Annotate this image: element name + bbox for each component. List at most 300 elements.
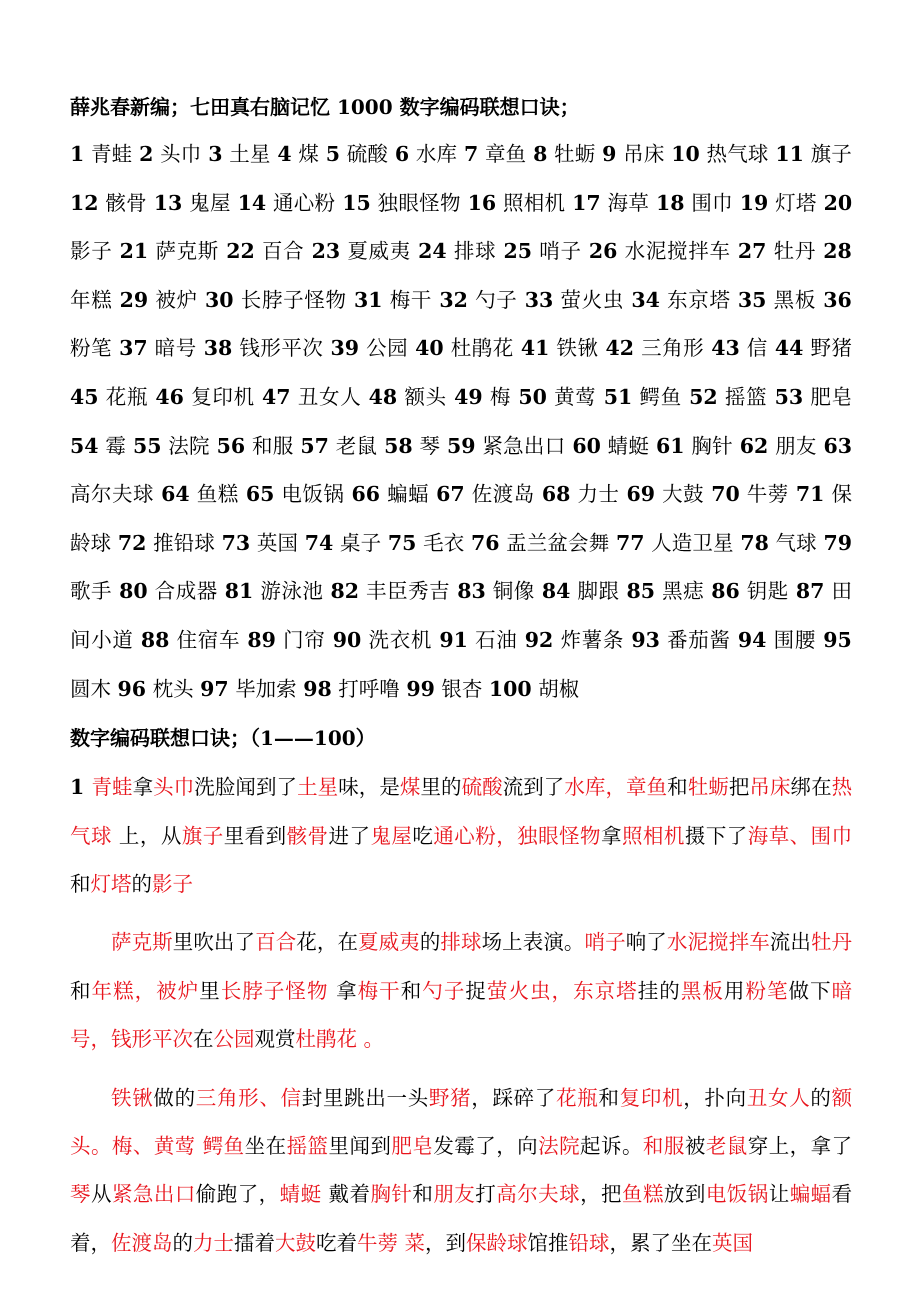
code-word: 石油 (475, 627, 518, 652)
code-entry (738, 628, 816, 652)
code-entry (305, 531, 381, 555)
code-number: 7 (463, 142, 479, 166)
code-number: 21 (119, 239, 149, 264)
code-number: 82 (330, 579, 359, 604)
code-word: 保龄球 (70, 482, 852, 555)
code-entry (740, 191, 817, 215)
code-number: 31 (353, 287, 383, 312)
story-paragraph (70, 1074, 852, 1268)
code-word: 番茄酱 (667, 627, 731, 652)
code-entry (277, 142, 319, 166)
code-word: 铁锹 (556, 336, 599, 361)
story-text: 响了 (625, 930, 667, 955)
code-number: 67 (436, 482, 465, 507)
story-text: 和 (412, 1182, 434, 1207)
keyword-highlight: 暗号，钱形平次 (70, 978, 853, 1052)
story-text: 和 (70, 871, 91, 896)
code-number: 12 (70, 190, 99, 215)
code-entry (133, 434, 210, 458)
story-text: 观赏 (254, 1027, 296, 1052)
code-entry (589, 239, 731, 263)
code-entry (395, 142, 457, 166)
code-number: 35 (737, 287, 767, 312)
code-word: 炸薯条 (560, 627, 625, 652)
story-paragraph (70, 918, 852, 1063)
code-number: 14 (237, 190, 267, 215)
code-word: 信 (746, 336, 768, 361)
code-number: 50 (518, 384, 547, 409)
code-entry (606, 336, 705, 360)
code-number: 34 (631, 287, 660, 312)
code-number: 86 (711, 579, 740, 604)
code-entry (775, 385, 852, 409)
code-number: 2 (139, 142, 154, 166)
code-entry (246, 482, 345, 506)
code-entry (118, 531, 215, 555)
code-word: 蜻蜓 (607, 433, 650, 458)
keyword-highlight: 黑板 (680, 978, 724, 1003)
code-word: 琴 (419, 433, 441, 458)
code-word: 复印机 (191, 384, 255, 409)
keyword-highlight: 丑女人 (746, 1085, 811, 1110)
keyword-highlight: 百合 (255, 930, 297, 955)
keyword-highlight: 朋友 (433, 1182, 476, 1207)
code-entry (775, 336, 852, 360)
keyword-highlight: 牡丹 (810, 930, 853, 955)
code-number: 3 (208, 142, 223, 166)
code-number: 15 (342, 190, 371, 215)
keyword-highlight: 海草、围巾 (747, 823, 853, 848)
keyword-highlight: 法院 (538, 1133, 581, 1158)
code-word: 梅 (489, 384, 512, 409)
code-entry (631, 628, 730, 652)
code-entry (525, 288, 624, 312)
story-text: 用 (723, 978, 746, 1003)
story-text: 馆推 (527, 1230, 569, 1255)
code-word: 电饭锅 (281, 482, 345, 507)
code-word: 梅干 (389, 287, 433, 312)
code-word: 牡蛎 (554, 142, 596, 166)
code-word: 鱼糕 (196, 482, 239, 507)
code-word: 高尔夫球 (70, 482, 155, 507)
keyword-highlight: 梅干 (357, 978, 401, 1003)
story-text: 坐在 (244, 1133, 287, 1158)
code-entry (542, 482, 620, 506)
code-entry (312, 239, 411, 263)
code-number: 56 (216, 433, 246, 458)
code-entry (120, 288, 198, 312)
code-entry (222, 531, 298, 555)
code-word: 蝙蝠 (387, 482, 430, 507)
keyword-highlight: 老鼠 (705, 1133, 748, 1158)
mnemonic-story (70, 763, 852, 1267)
code-number: 71 (795, 482, 825, 507)
keyword-highlight: 额头。梅、黄莺 鳄鱼 (70, 1085, 853, 1158)
code-number: 65 (245, 482, 275, 507)
keyword-highlight: 英国 (712, 1230, 754, 1255)
keyword-highlight: 影子 (152, 871, 193, 896)
code-word: 灯塔 (775, 190, 817, 215)
story-text: 拿 (601, 823, 622, 848)
keyword-highlight: 萤火虫，东京塔 (486, 978, 638, 1003)
story-text: 戴着 (321, 1182, 371, 1207)
code-number: 28 (823, 239, 852, 264)
code-entry (330, 579, 450, 603)
code-word: 杜鹃花 (450, 336, 514, 361)
code-word: 夏威夷 (347, 239, 411, 264)
code-entry (262, 385, 361, 409)
code-word: 田间小道 (70, 579, 852, 652)
code-number: 24 (418, 239, 447, 264)
code-number: 1 (70, 142, 85, 166)
story-text: 挂的 (637, 978, 681, 1003)
code-number: 91 (439, 627, 468, 652)
code-entry (627, 579, 705, 603)
code-entry (525, 628, 624, 652)
code-entry (342, 191, 461, 215)
code-word: 热气球 (706, 142, 769, 166)
code-word: 圆木 (70, 676, 111, 701)
code-word: 铜像 (492, 579, 535, 604)
code-word: 独眼怪物 (377, 190, 461, 215)
code-word: 水泥搅拌车 (624, 239, 731, 264)
code-entry (384, 434, 440, 458)
code-entry (439, 628, 517, 652)
code-word: 被炉 (155, 287, 198, 312)
code-entry (504, 239, 582, 263)
story-text: ，累了坐在 (609, 1230, 713, 1255)
code-entry (352, 482, 430, 506)
story-text: 的 (131, 871, 152, 896)
code-entry (656, 191, 733, 215)
story-paragraph (70, 763, 852, 908)
code-number: 44 (774, 336, 804, 361)
code-entry (436, 482, 535, 506)
code-entry (303, 677, 400, 701)
code-number: 98 (303, 676, 332, 701)
code-word: 海草 (607, 190, 650, 215)
keyword-highlight: 肥皂 (391, 1133, 434, 1158)
code-number: 11 (775, 142, 804, 166)
keyword-highlight: 保龄球 (466, 1230, 528, 1255)
code-word: 钥匙 (746, 579, 789, 604)
code-word: 钱形平次 (239, 336, 324, 361)
story-text: 封里跳出一头 (301, 1085, 429, 1110)
code-entry (775, 142, 851, 166)
code-entry (388, 531, 464, 555)
keyword-highlight: 勺子 (422, 978, 466, 1003)
code-entry (572, 434, 649, 458)
code-entry (205, 288, 347, 312)
code-number: 40 (415, 336, 444, 361)
code-number: 95 (823, 627, 852, 652)
keyword-highlight: 长脖子怪物 (220, 978, 329, 1003)
code-number: 97 (200, 676, 229, 701)
keyword-highlight: 硫酸 (461, 775, 503, 800)
code-number: 83 (457, 579, 486, 604)
code-entry (333, 628, 432, 652)
story-text: 吃 (412, 823, 434, 848)
story-text: 进了 (328, 823, 371, 848)
story-text: 流出 (769, 930, 811, 955)
code-entry (468, 191, 566, 215)
keyword-highlight: 灯塔 (90, 871, 132, 896)
code-entry (738, 239, 816, 263)
code-entry (154, 191, 231, 215)
code-word: 枕头 (152, 676, 194, 701)
code-word: 骸骨 (105, 190, 147, 215)
code-entry (454, 385, 511, 409)
story-text: 里的 (420, 775, 462, 800)
code-word: 和服 (252, 433, 294, 458)
story-text: 做下 (788, 978, 832, 1003)
code-number: 94 (737, 627, 767, 652)
code-number: 51 (603, 384, 633, 409)
code-word: 脚跟 (577, 579, 620, 604)
code-entry (70, 191, 147, 215)
keyword-highlight: 铅球 (568, 1230, 610, 1255)
code-number: 85 (626, 579, 656, 604)
code-word: 围巾 (691, 190, 733, 215)
code-word: 佐渡岛 (471, 482, 535, 507)
story-text: 捉 (465, 978, 487, 1003)
code-entry (139, 142, 201, 166)
code-word: 章鱼 (484, 142, 527, 166)
keyword-highlight: 杜鹃花 。 (295, 1027, 385, 1052)
code-word: 吊床 (623, 142, 665, 166)
code-entry (542, 579, 620, 603)
story-text: 穿上，拿了 (747, 1133, 853, 1158)
code-number: 63 (823, 433, 852, 458)
code-word: 丰臣秀吉 (366, 579, 451, 604)
keyword-highlight: 佐渡岛 (111, 1230, 173, 1255)
keyword-highlight: 胸针 (370, 1182, 413, 1207)
code-word: 合成器 (154, 579, 218, 604)
story-text: 里闻到 (328, 1133, 392, 1158)
story-text: 吃着 (316, 1230, 357, 1255)
code-number: 43 (711, 336, 740, 361)
code-entry (711, 579, 789, 603)
code-word: 勺子 (475, 287, 518, 312)
keyword-highlight: 鱼糕 (622, 1182, 664, 1207)
code-entry (208, 142, 270, 166)
code-word: 肥皂 (810, 384, 853, 409)
code-entry (447, 434, 565, 458)
code-word: 法院 (168, 433, 210, 458)
keyword-highlight: 照相机 (621, 823, 685, 848)
keyword-highlight: 电饭锅 (705, 1182, 769, 1207)
code-number: 6 (394, 142, 410, 166)
code-entry (118, 677, 194, 701)
code-entry (711, 482, 789, 506)
code-word: 花瓶 (105, 384, 149, 409)
code-word: 萤火虫 (560, 287, 625, 312)
code-number: 62 (739, 433, 769, 458)
code-word: 毛衣 (423, 530, 465, 555)
code-word: 紧急出口 (482, 433, 566, 458)
code-number: 38 (203, 336, 233, 361)
code-number: 32 (439, 287, 468, 312)
code-number: 37 (119, 336, 148, 361)
story-text: 里看到 (223, 823, 287, 848)
code-number: 49 (454, 384, 483, 409)
code-entry (602, 142, 664, 166)
keyword-highlight: 夏威夷 (358, 930, 420, 955)
code-number: 57 (300, 433, 329, 458)
code-word: 游泳池 (260, 579, 324, 604)
code-word: 煤 (298, 142, 320, 166)
code-word: 歌手 (70, 579, 113, 604)
code-word: 人造卫星 (651, 530, 734, 555)
code-entry (226, 239, 304, 263)
story-text: 流到了 (502, 775, 565, 800)
code-word: 黑痣 (662, 579, 705, 604)
code-word: 影子 (70, 239, 113, 264)
code-number: 80 (119, 579, 148, 604)
code-word: 三角形 (641, 336, 705, 361)
code-word: 青蛙 (90, 142, 133, 166)
code-word: 牛蒡 (746, 482, 789, 507)
code-word: 摇篮 (724, 384, 768, 409)
story-text: 摄下了 (684, 823, 748, 848)
code-number: 13 (153, 190, 183, 215)
code-number: 27 (737, 239, 767, 264)
code-number: 16 (467, 190, 497, 215)
story-text: 打 (475, 1182, 497, 1207)
code-word: 霉 (105, 433, 127, 458)
code-number: 19 (739, 190, 769, 215)
story-text: 和 (667, 775, 688, 800)
code-entry (200, 677, 297, 701)
code-entry (119, 579, 218, 603)
keyword-highlight: 高尔夫球 (496, 1182, 581, 1207)
keyword-highlight: 水库，章鱼 (564, 775, 668, 800)
code-word: 鳄鱼 (639, 384, 682, 409)
code-number: 47 (262, 384, 291, 409)
code-number: 8 (533, 142, 548, 166)
code-number: 48 (368, 384, 398, 409)
code-entry (616, 531, 734, 555)
keyword-highlight: 铁锹 (111, 1085, 154, 1110)
keyword-highlight: 公园 (213, 1027, 255, 1052)
code-number: 55 (132, 433, 162, 458)
keyword-highlight: 哨子 (584, 930, 626, 955)
code-number: 42 (605, 336, 635, 361)
keyword-highlight: 琴 (70, 1182, 91, 1207)
code-number: 29 (119, 287, 149, 312)
story-text: 偷跑了， (195, 1182, 280, 1207)
section-title: 数字编码联想口诀；（1——100） (70, 726, 376, 751)
code-entry (464, 142, 526, 166)
code-number: 53 (774, 384, 804, 409)
code-number: 61 (656, 433, 685, 458)
code-entry (70, 142, 132, 166)
code-word: 力士 (577, 482, 620, 507)
code-number: 17 (572, 190, 601, 215)
keyword-highlight: 头巾 (153, 775, 195, 800)
code-entry (572, 191, 649, 215)
code-entry (631, 288, 730, 312)
code-number: 58 (384, 433, 413, 458)
code-number: 46 (155, 384, 184, 409)
code-number: 41 (520, 336, 550, 361)
story-text: 把 (728, 775, 750, 800)
code-word: 气球 (775, 530, 817, 555)
keyword-highlight: 排球 (440, 930, 482, 955)
keyword-highlight: 年糕，被炉 (91, 978, 200, 1003)
code-word: 英国 (256, 530, 299, 555)
code-number: 60 (572, 433, 601, 458)
keyword-highlight: 骸骨 (286, 823, 329, 848)
code-entry (155, 385, 254, 409)
code-number: 99 (406, 676, 435, 701)
story-text: 在 (193, 1027, 214, 1052)
code-word: 照相机 (502, 190, 566, 215)
code-number: 26 (588, 239, 618, 264)
code-number: 88 (140, 627, 170, 652)
keyword-highlight: 热气球 (70, 775, 853, 848)
code-entry (326, 142, 388, 166)
code-entry (247, 628, 325, 652)
code-number: 76 (470, 530, 500, 555)
code-entry (415, 336, 514, 360)
code-entry (300, 434, 377, 458)
code-entry (740, 531, 816, 555)
code-number: 59 (447, 433, 476, 458)
keyword-highlight: 吊床 (749, 775, 791, 800)
code-word: 银杏 (441, 676, 483, 701)
keyword-highlight: 牡蛎 (687, 775, 729, 800)
code-word: 胸针 (691, 433, 733, 458)
code-entry (740, 434, 817, 458)
keyword-highlight: 旗子 (181, 823, 224, 848)
story-text: 场上表演。 (481, 930, 585, 955)
code-entry (141, 628, 240, 652)
code-word: 粉笔 (70, 336, 113, 361)
code-word: 黑板 (773, 287, 817, 312)
code-entry (217, 434, 294, 458)
story-text: 放到 (663, 1182, 706, 1207)
keyword-highlight: 水泥搅拌车 (666, 930, 770, 955)
code-number: 69 (626, 482, 656, 507)
code-number: 30 (205, 287, 234, 312)
keyword-highlight: 土星 (297, 775, 339, 800)
code-entry (518, 385, 596, 409)
code-entry (604, 385, 682, 409)
code-number: 9 (602, 142, 617, 166)
code-word: 门帘 (283, 627, 326, 652)
code-word: 水库 (415, 142, 458, 166)
story-text: 洗脸闻到了 (194, 775, 298, 800)
code-word: 长脖子怪物 (240, 287, 347, 312)
story-text: 的 (419, 930, 441, 955)
code-word: 萨克斯 (155, 239, 219, 264)
story-text: ，踩碎了 (471, 1085, 557, 1110)
code-word: 朋友 (775, 433, 817, 458)
story-text: 里 (199, 978, 221, 1003)
code-word: 推铅球 (153, 530, 215, 555)
code-entry (406, 677, 482, 701)
code-word: 围腰 (773, 627, 817, 652)
story-text: 被 (684, 1133, 706, 1158)
story-text: ，到 (425, 1230, 467, 1255)
code-number: 73 (221, 530, 251, 555)
story-text: 和 (70, 978, 92, 1003)
code-number: 74 (304, 530, 334, 555)
code-entry (225, 579, 324, 603)
code-entry (330, 336, 408, 360)
code-entry (489, 677, 579, 701)
